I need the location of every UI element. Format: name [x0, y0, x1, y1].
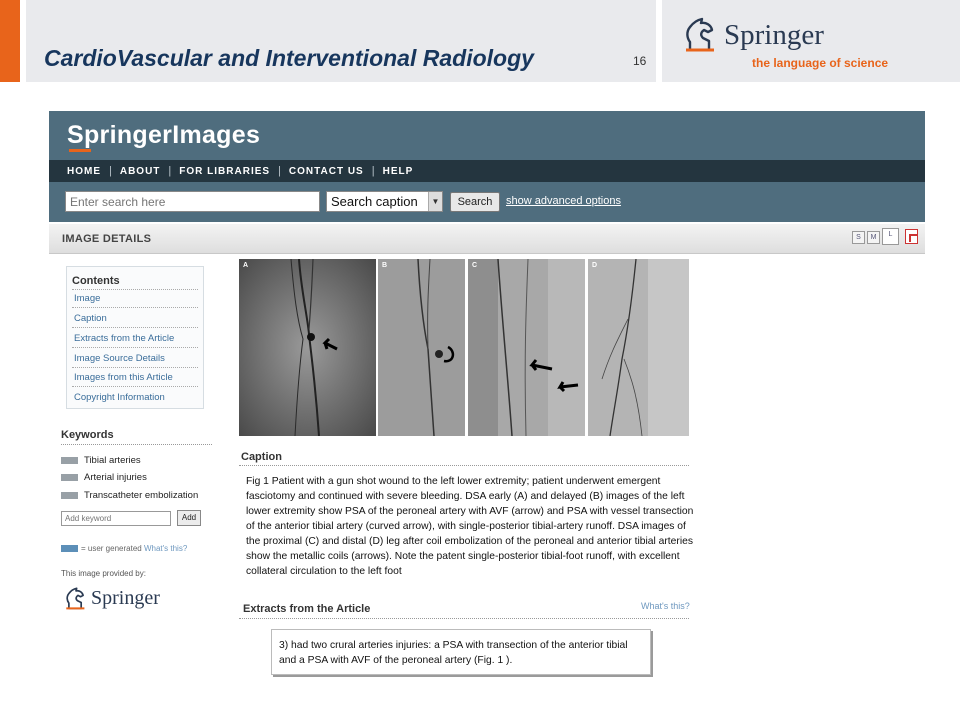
- keyword-swatch: [61, 492, 78, 499]
- size-medium-button[interactable]: M: [867, 231, 880, 244]
- user-generated-swatch: [61, 545, 78, 552]
- knight-horse-icon: [65, 585, 87, 611]
- angiogram-panel-d[interactable]: [588, 259, 689, 436]
- angiogram-image: [239, 259, 376, 436]
- add-keyword-button[interactable]: Add: [177, 510, 201, 526]
- angiogram-image: [378, 259, 465, 436]
- extracts-heading: Extracts from the Article: [243, 603, 371, 615]
- search-scope-select[interactable]: [326, 191, 443, 212]
- whats-this-link[interactable]: What's this?: [641, 601, 690, 611]
- advanced-options-link[interactable]: show advanced options: [506, 195, 621, 207]
- panel-label: B: [382, 262, 388, 269]
- search-bar: [49, 182, 925, 222]
- site-logo-text: SpringerImages: [67, 121, 261, 149]
- keyword-item[interactable]: [61, 490, 198, 501]
- site-logo[interactable]: [67, 121, 260, 150]
- logo-wordmark: Springer: [724, 19, 824, 51]
- size-buttons: [852, 231, 918, 245]
- panel-label: C: [472, 262, 478, 269]
- divider: [72, 367, 198, 368]
- slide-title: CardioVascular and Interventional Radiology: [44, 45, 534, 71]
- caption-heading: Caption: [241, 451, 282, 463]
- contents-heading: Contents: [72, 275, 120, 287]
- angiogram-panel-b[interactable]: [378, 259, 465, 436]
- springer-logo: [684, 14, 894, 74]
- page-number: 16: [633, 54, 647, 68]
- contents-link-copyright[interactable]: Copyright Information: [74, 392, 165, 403]
- provider-wordmark: Springer: [91, 587, 160, 609]
- divider: [72, 289, 198, 290]
- nav-separator: |: [168, 165, 172, 177]
- nav-contact-us[interactable]: CONTACT US: [288, 165, 364, 177]
- contents-box: [66, 266, 204, 409]
- legend-text: = user generated: [81, 544, 142, 553]
- provided-by-label: This image provided by:: [61, 569, 146, 578]
- pdf-icon[interactable]: [905, 229, 918, 244]
- divider: [239, 465, 689, 466]
- divider: [72, 307, 198, 308]
- nav-help[interactable]: HELP: [382, 165, 414, 177]
- contents-link-extracts[interactable]: Extracts from the Article: [74, 333, 175, 344]
- keyword-label: Arterial injuries: [84, 472, 147, 483]
- user-generated-legend: [61, 544, 187, 553]
- contents-link-source-details[interactable]: Image Source Details: [74, 353, 165, 364]
- keyword-swatch: [61, 474, 78, 481]
- site-nav: [49, 160, 925, 182]
- keyword-item[interactable]: [61, 455, 141, 466]
- springerimages-screenshot: [49, 111, 925, 686]
- angiogram-panel-a[interactable]: [239, 259, 376, 436]
- contents-link-image[interactable]: Image: [74, 293, 101, 304]
- keyword-label: Transcatheter embolization: [84, 490, 199, 501]
- angiogram-image: [588, 259, 689, 436]
- size-small-button[interactable]: S: [852, 231, 865, 244]
- contents-link-images-from-article[interactable]: Images from this Article: [74, 372, 173, 383]
- whats-this-link[interactable]: What's this?: [143, 544, 188, 553]
- nav-separator: |: [278, 165, 281, 177]
- search-button[interactable]: Search: [450, 192, 500, 212]
- divider: [72, 386, 198, 387]
- nav-separator: |: [371, 165, 375, 177]
- add-keyword-input[interactable]: [61, 511, 171, 526]
- divider: [239, 618, 689, 619]
- angiogram-image: [468, 259, 585, 436]
- keyword-swatch: [61, 457, 78, 464]
- size-large-button[interactable]: L: [882, 228, 899, 245]
- panel-label: A: [243, 262, 249, 269]
- angiogram-panel-c[interactable]: [468, 259, 585, 436]
- keywords-heading: Keywords: [61, 429, 114, 441]
- nav-about[interactable]: ABOUT: [119, 165, 161, 177]
- keyword-label: Tibial arteries: [84, 455, 141, 466]
- divider: [61, 444, 212, 445]
- contents-link-caption[interactable]: Caption: [74, 313, 107, 324]
- chevron-down-icon: ▼: [428, 192, 442, 211]
- logo-tagline: the language of science: [752, 56, 889, 70]
- accent-bar: [0, 0, 20, 82]
- search-input[interactable]: [65, 191, 320, 212]
- divider: [72, 347, 198, 348]
- search-scope-value: Search caption: [331, 194, 418, 209]
- divider: [72, 327, 198, 328]
- caption-text: Fig 1 Patient with a gun shot wound to the left lower extremity; patient underwent emergent fasciotomy and continued with severe bleeding. DSA early (A) and delayed (B) images of the left lower extremity show PSA of the peroneal artery with AVF (arrow) and PSA with vessel transection of the anterior tibial artery (curved arrow), with single-posterior tibial-artery runoff. DSA images of the proximal (C) and distal (D) leg after coil embolization of the peroneal and anterior tibial arteries show the metallic coils (arrows). Note the patent single-posterior tibial-foot runoff, with excellent collateral circulation to the left foot: [246, 476, 694, 577]
- keyword-item[interactable]: [61, 472, 147, 483]
- site-header: [49, 111, 925, 160]
- knight-horse-icon: [684, 16, 718, 52]
- image-details-title: IMAGE DETAILS: [62, 233, 152, 245]
- nav-separator: |: [109, 165, 112, 177]
- nav-for-libraries[interactable]: FOR LIBRARIES: [179, 165, 271, 177]
- provider-logo: [65, 585, 185, 615]
- panel-label: D: [592, 262, 598, 269]
- nav-home[interactable]: HOME: [67, 165, 101, 177]
- image-details-bar: [49, 224, 925, 254]
- logo-underline: [69, 149, 91, 152]
- extract-quote: 3) had two crural arteries injuries: a PSA with transection of the anterior tibial and a PSA with AVF of the peroneal artery (Fig. 1 ).: [271, 629, 651, 675]
